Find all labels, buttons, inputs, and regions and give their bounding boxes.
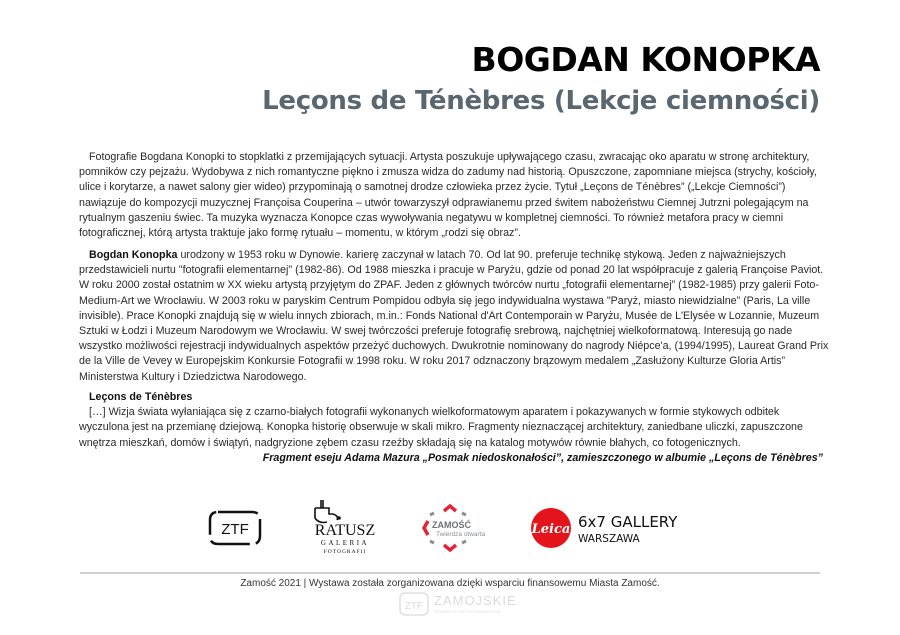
- leica-text: Leica: [531, 522, 571, 537]
- ztf-logo: [208, 510, 262, 546]
- watermark-name: ZAMOJSKIE: [434, 593, 517, 608]
- gallery-city: WARSZAWA: [578, 533, 640, 545]
- quote-title: Leçons de Ténèbres: [89, 391, 193, 403]
- ratusz-galeria-logo: [305, 498, 377, 556]
- watermark-sub: TOWARZYSTWO FOTOGRAFICZNE: [434, 609, 502, 614]
- bio-text: urodzony w 1953 roku w Dynowie. karierę zaczynał w latach 70. Od lat 90. preferuje technikę stykową. Jeden z najważniejszych przedstawicieli nurtu "fotografii elementarnej" (1982-86). Od 1988 mieszka i pracuje w Paryżu, gdzie od ponad 20 lat współpracuje z galerią Françoise Paviot. W roku 2000 został ostatnim w XX wieku artystą przyjętym do ZPAF. Jeden z głównych twórców nurtu „fotografii elementarnej” (1982-1985) przy galerii Foto-Medium-Art we Wrocławiu. W 2003 roku w paryskim Centrum Pompidou odbyła się jego indywidualna wystawa "Paryż, miasto niewidzialne” (Paris, La ville invisible). Prace Konopki znajdują się w wielu innych zbiorach, m.in.: Fonds National d'Art Contemporain w Paryżu, Musée de L'Elysée w Lozannie, Muzeum Sztuki w Łodzi i Muzeum Narodowym we Wrocławiu. W swej twórczości preferuje fotografię srebrową, najchętniej wielkoformatową. Interesują go nade wszystko możliwości rejestracji indywidualnych aspektów przeżyć duchowych. Dwukrotnie nominowany do nagrody Niépce'a, (1994/1995), Laureat Grand Prix de la Ville de Vevey w Europejskim Konkursie Fotografii w 1998 roku. W roku 2017 odznaczony brązowym medalem „Zasłużony Kulturze Gloria Artis” Ministerstwa Kultury i Dziedzictwa Narodowego.: [79, 249, 829, 383]
- footer-text: Zamość 2021 | Wystawa została zorganizowana dzięki wsparciu finansowemu Miasta Zamość.: [240, 578, 660, 589]
- zamosc-tagline: Twierdza otwarta: [436, 531, 486, 538]
- intro-text: Fotografie Bogdana Konopki to stopklatki z przemijających sytuacji. Artysta poszukuje upływającego czasu, zwracając oko aparatu w stronę architektury, pomników czy pejzażu. Wydobywa z nich romantyczne piękno i zmusza widza do zadumy nad historią. Opuszczone, zapomniane miejsca (strychy, kościoły, ulice i korytarze, a nawet salony gier wideo) przypominają o samotnej drodze człowieka przez życie. Tytuł „Leçons de Ténèbres” („Lekcje Ciemności”) nawiązuje do kompozycji muzycznej Françoisa Couperina – utwór towarzyszył odprawianemu przed świtem nabożeństwu Ciemnej Jutrzni polegającym na rytualnym gaszeniu świec. Ta muzyka wyznacza Konopce czas wywoływania negatywu w kompletnej ciemności. To również metafora pracy w ciemni fotograficznej, którą artysta traktuje jako formę rytuału – momentu, w którym „rodzi się obraz”.: [79, 151, 817, 240]
- page-subtitle: Leçons de Ténèbres (Lekcje ciemności): [262, 86, 820, 116]
- bio-name: Bogdan Konopka: [89, 249, 178, 261]
- footer-divider: [80, 572, 820, 574]
- quote-text: […] Wizja świata wyłaniająca się z czarno-białych fotografii wykonanych wielkoformatowym aparatem i pokazywanych w formie stykowych odbitek wyczulona jest na przemianę dziejową. Konopka historię obserwuje w skali mikro. Fragmenty nieznaczącej architektury, zaniedbane uliczki, zapuszczone wnętrza mieszkań, domów i świątyń, nadgryzione zębem czasu rzeźby składają się na katalog motywów równie błahych, co fotogenicznych.: [79, 406, 803, 449]
- ratusz-fotografii-text: FOTOGRAFII: [323, 549, 367, 555]
- leica-6x7-gallery-logo: [530, 507, 690, 549]
- quote-section: [79, 390, 829, 466]
- sponsor-logos: [0, 495, 900, 560]
- page-title: BOGDAN KONOPKA: [471, 40, 820, 79]
- watermark-ztf: ZTF: [404, 601, 424, 612]
- zamojskie-tf-watermark: [398, 590, 517, 618]
- zamosc-logo: [422, 503, 500, 553]
- intro-paragraph: [79, 150, 829, 241]
- bio-paragraph: [79, 248, 829, 385]
- ratusz-text: RATUSZ: [314, 522, 376, 539]
- quote-source: Fragment eseju Adama Mazura „Posmak niedoskonałości”, zamieszczonego w albumie „Leçons de Ténèbres”: [262, 451, 823, 464]
- gallery-name: 6x7 GALLERY: [578, 513, 678, 531]
- ztf-logo-text: ZTF: [221, 521, 249, 538]
- ratusz-galeria-text: GALERIA: [320, 539, 370, 547]
- zamosc-text: ZAMOŚĆ: [432, 520, 471, 530]
